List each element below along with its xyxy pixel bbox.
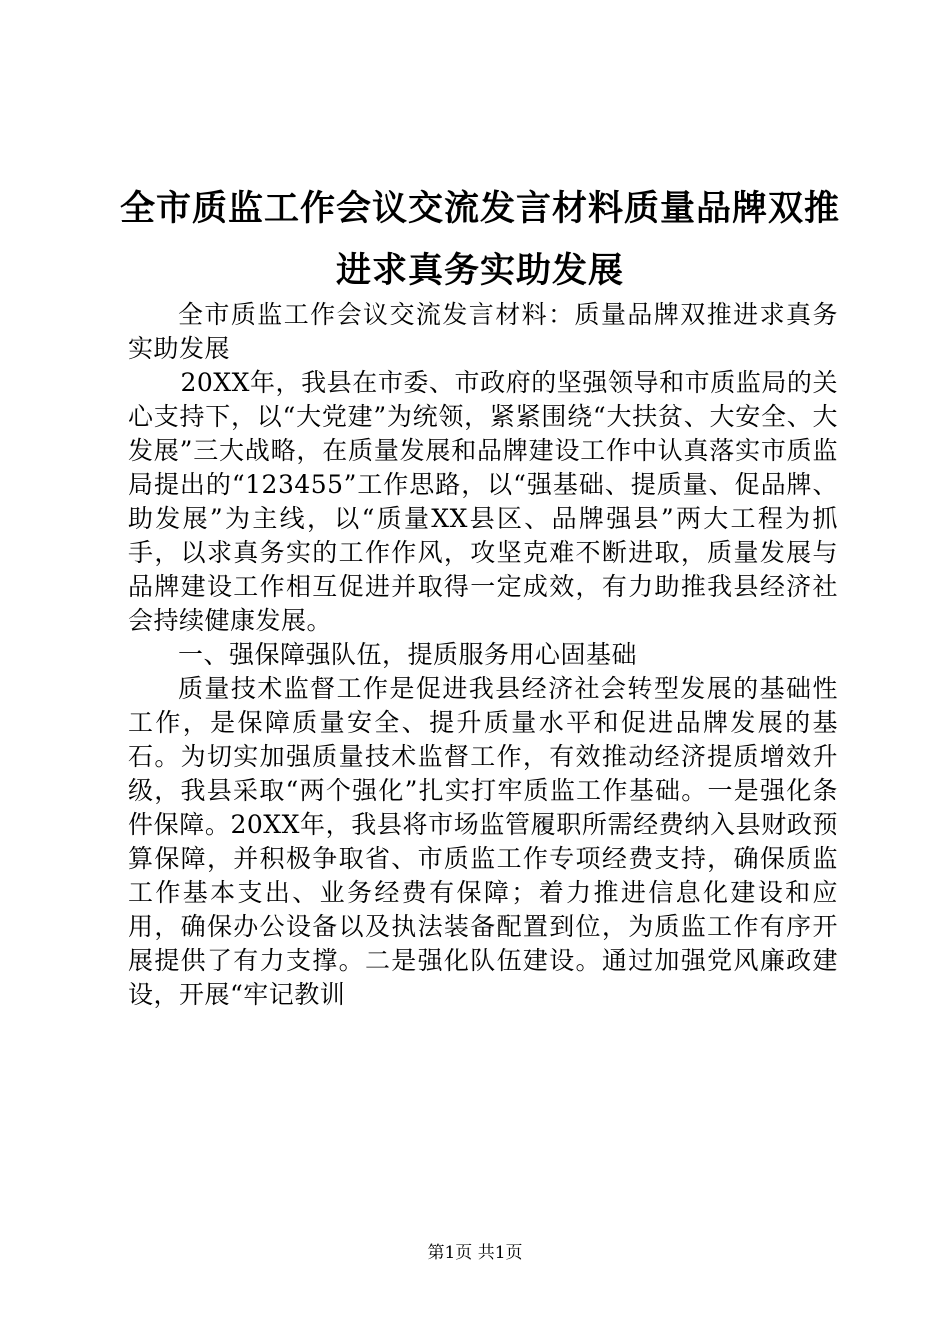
paragraph-subtitle: 全市质监工作会议交流发言材料：质量品牌双推进求真务实助发展 <box>128 300 838 363</box>
page-number: 第1页 共1页 <box>427 1243 523 1263</box>
document-body <box>128 298 838 1012</box>
document-title: 全市质监工作会议交流发言材料质量品牌双推进求真务实助发展 <box>119 188 840 291</box>
paragraph-section-one: 质量技术监督工作是促进我县经济社会转型发展的基础性工作，是保障质量安全、提升质量水平和促进品牌发展的基石。为切实加强质量技术监督工作，有效推动经济提质增效升级，我县采取“两个强化”扎实打牢质监工作基础。一是强化条件保障。20XX年，我县将市场监管履职所需经费纳入县财政预算保障，并积极争取省、市质监工作专项经费支持，确保质监工作基本支出、业务经费有保障；着力推进信息化建设和应用，确保办公设备以及执法装备配置到位，为质监工作有序开展提供了有力支撑。二是强化队伍建设。通过加强党风廉政建设，开展“牢记教训 <box>128 674 838 1009</box>
paragraph-intro: 20XX年，我县在市委、市政府的坚强领导和市质监局的关心支持下，以“大党建”为统领，紧紧围绕“大扶贫、大安全、大发展”三大战略，在质量发展和品牌建设工作中认真落实市质监局提出的“123455”工作思路，以“强基础、提质量、促品牌、助发展”为主线，以“质量XX县区、品牌强县”两大工程为抓手，以求真务实的工作作风，攻坚克难不断进取，质量发展与品牌建设工作相互促进并取得一定成效，有力助推我县经济社会持续健康发展。 <box>128 368 838 635</box>
section-heading: 一、强保障强队伍，提质服务用心固基础 <box>178 640 638 669</box>
